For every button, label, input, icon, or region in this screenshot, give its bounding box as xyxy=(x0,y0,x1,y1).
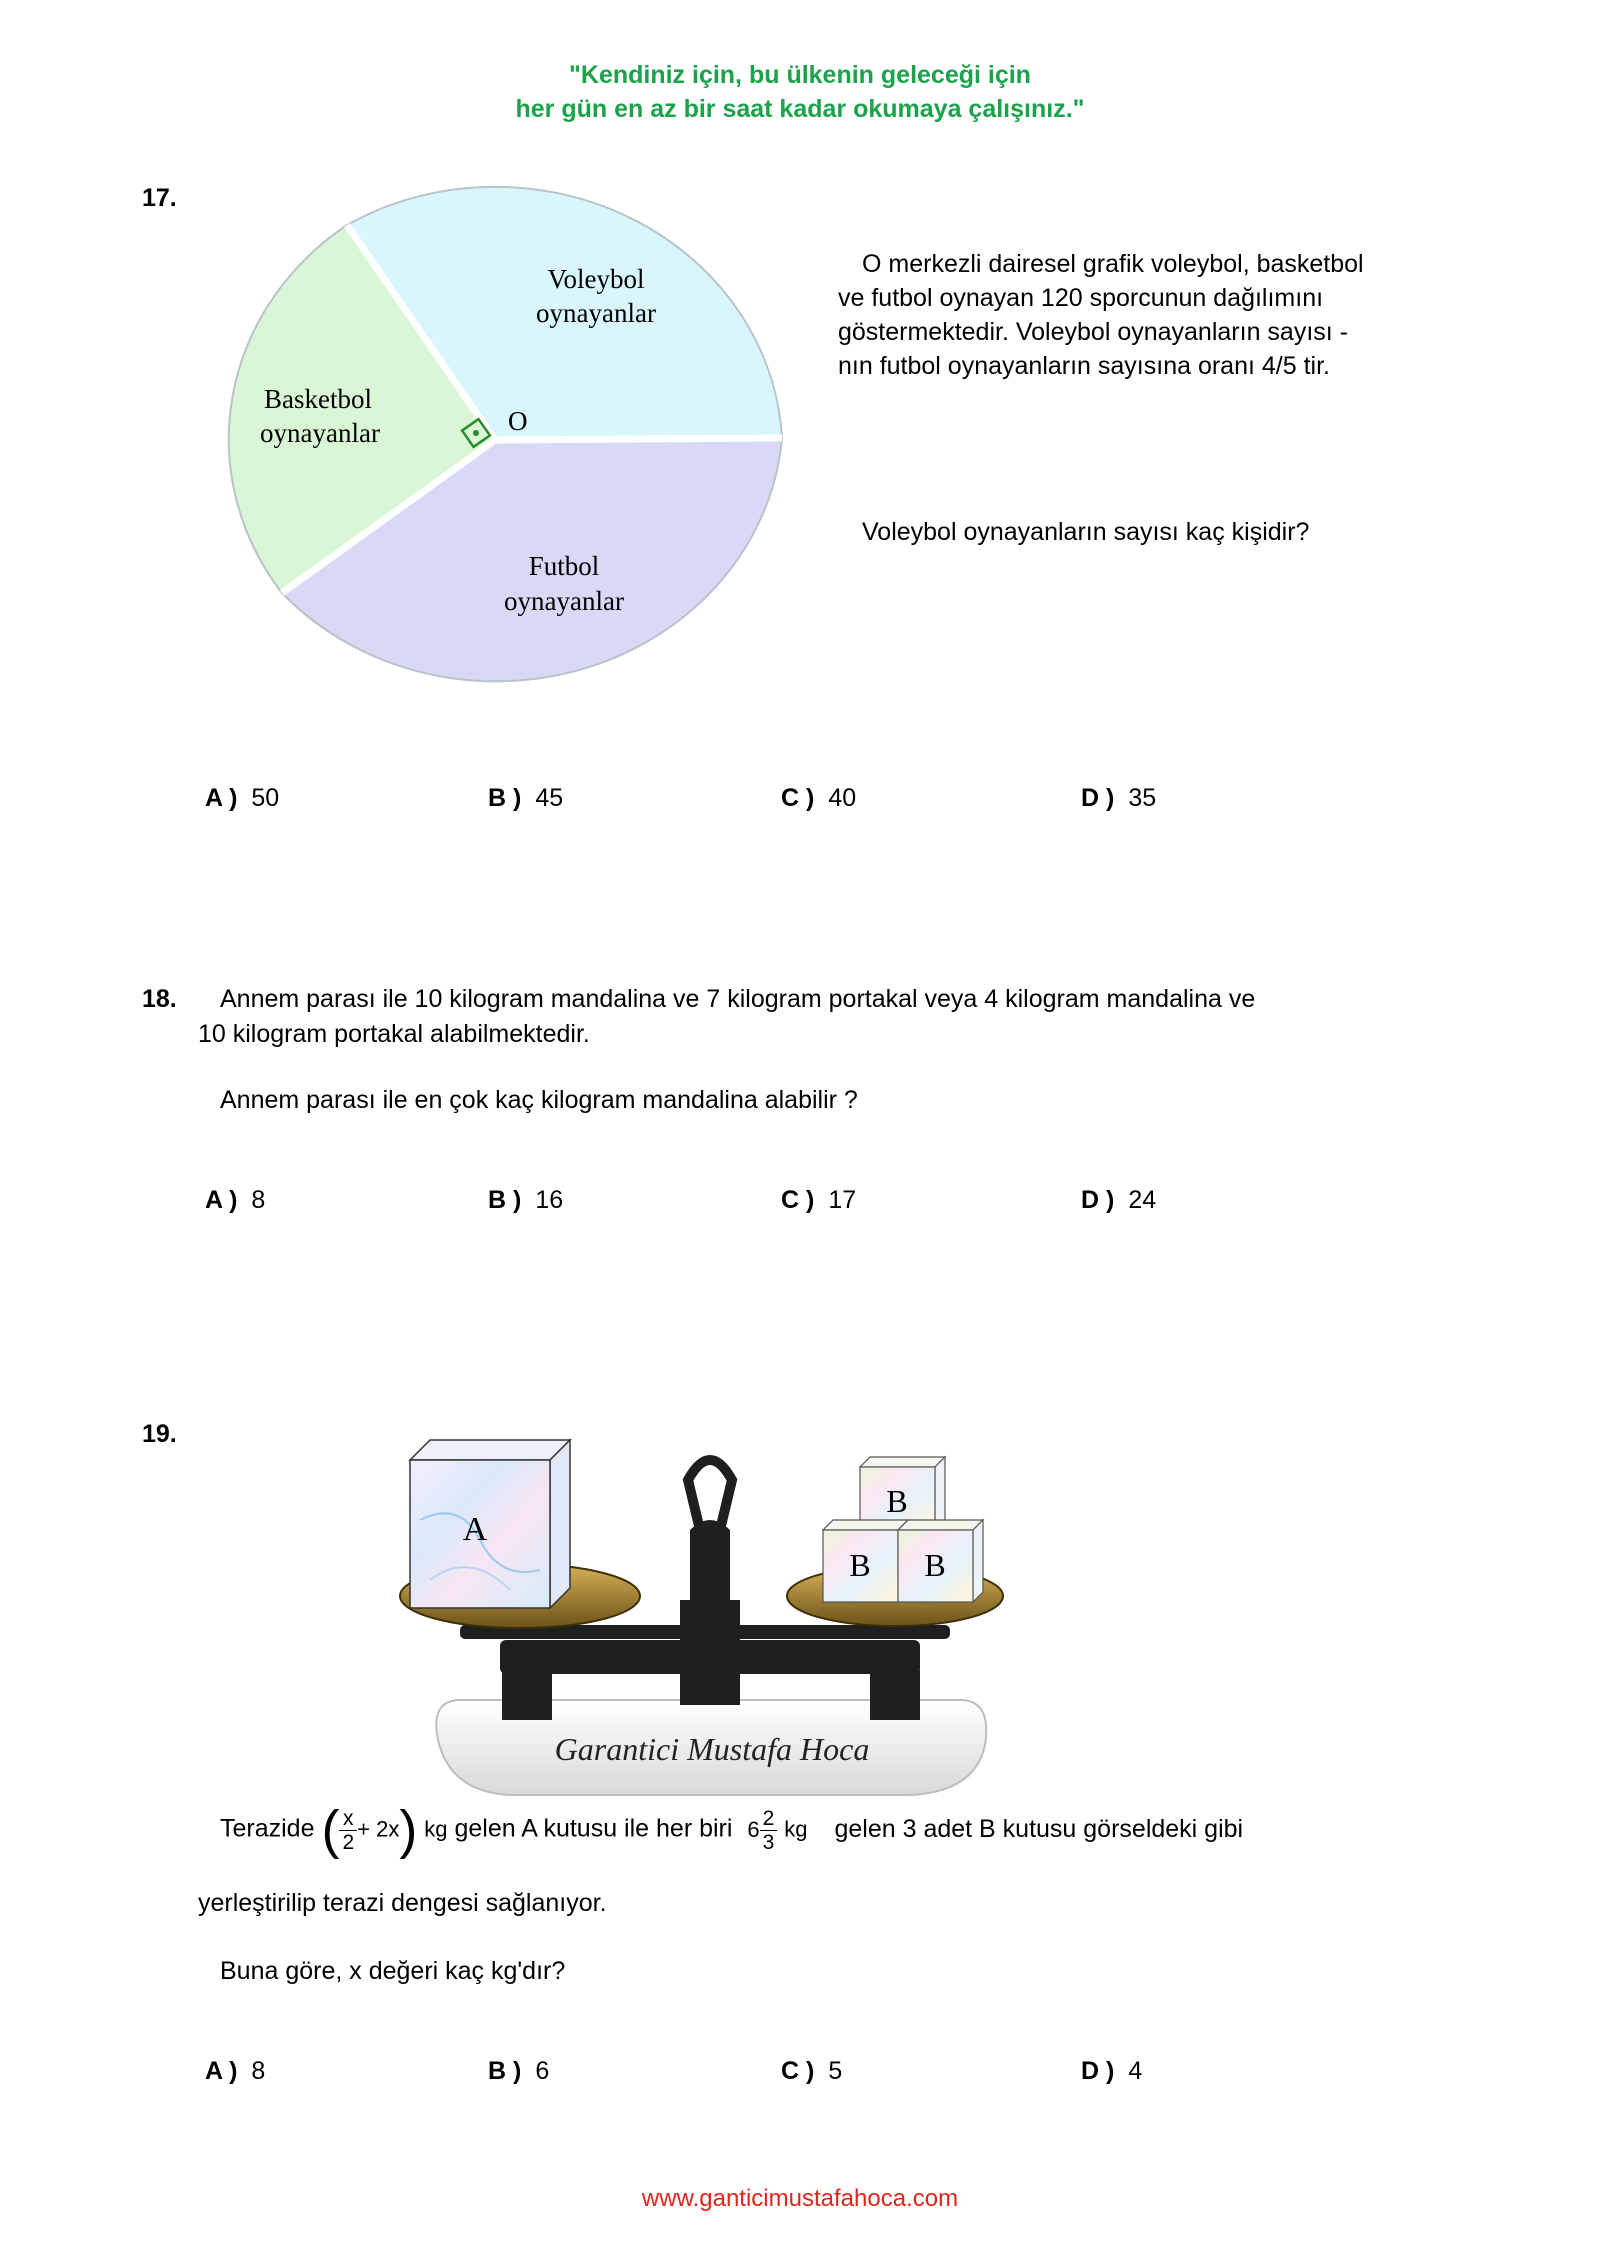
option-value: 16 xyxy=(535,1186,564,1214)
pie-label-futbol-2: oynayanlar xyxy=(504,586,624,616)
option-letter: A ) xyxy=(205,1186,238,1214)
mixed-fraction xyxy=(760,1807,778,1854)
option-value: 35 xyxy=(1128,784,1157,812)
question-19-text-line-2: yerleştirilip terazi dengesi sağlanıyor. xyxy=(198,1889,607,1917)
option-value: 8 xyxy=(251,1186,266,1214)
box-b-label: B xyxy=(849,1547,871,1583)
fraction-denominator: 2 xyxy=(342,1830,355,1854)
option-value: 45 xyxy=(535,784,564,812)
option-value: 40 xyxy=(828,784,857,812)
question-17-number: 17. xyxy=(142,184,177,212)
box-a-label: A xyxy=(462,1511,488,1548)
option-letter: D ) xyxy=(1081,784,1115,812)
option-value: 50 xyxy=(251,784,280,812)
box-b-right xyxy=(898,1520,983,1602)
option-value: 4 xyxy=(1128,2057,1143,2085)
pie-separator xyxy=(495,438,782,440)
mixed-whole: 6 xyxy=(747,1816,760,1842)
fraction-denominator: 3 xyxy=(762,1830,775,1854)
option-17-a[interactable] xyxy=(205,784,279,813)
option-19-a[interactable] xyxy=(205,2057,265,2086)
pie-label-futbol-1: Futbol xyxy=(528,551,600,581)
q19-text-part1: Terazide xyxy=(220,1814,315,1843)
header-quote xyxy=(0,58,1600,126)
unit-kg: kg xyxy=(424,1816,448,1842)
plus-term: + 2x xyxy=(357,1816,400,1842)
pie-chart xyxy=(200,170,820,720)
pie-center-label: O xyxy=(508,406,528,436)
option-letter: D ) xyxy=(1081,2057,1115,2085)
box-b-label: B xyxy=(886,1483,908,1519)
pie-label-basketbol-1: Basketbol xyxy=(264,384,372,414)
fraction-numerator: x xyxy=(339,1807,357,1831)
unit-kg: kg xyxy=(784,1816,808,1842)
balance-scale-image xyxy=(390,1400,1050,1800)
box-b-label: B xyxy=(924,1547,946,1583)
option-17-d[interactable] xyxy=(1081,784,1156,813)
option-18-d[interactable] xyxy=(1081,1186,1156,1215)
box-b-left xyxy=(823,1520,908,1602)
box-b-top xyxy=(860,1457,945,1530)
option-value: 24 xyxy=(1128,1186,1157,1214)
question-17-text-line: ve futbol oynayan 120 sporcunun dağılımını xyxy=(838,284,1324,312)
question-18-text-line-2: 10 kilogram portakal alabilmektedir. xyxy=(198,1020,590,1048)
option-18-a[interactable] xyxy=(205,1186,265,1215)
option-19-b[interactable] xyxy=(488,2057,549,2086)
option-19-c[interactable] xyxy=(781,2057,842,2086)
option-18-b[interactable] xyxy=(488,1186,563,1215)
option-letter: B ) xyxy=(488,2057,522,2085)
option-value: 5 xyxy=(828,2057,843,2085)
question-19-text-line-1 xyxy=(220,1800,1560,1860)
header-quote-line-2: her gün en az bir saat kadar okumaya çalışınız." xyxy=(515,95,1085,123)
option-letter: D ) xyxy=(1081,1186,1115,1214)
header-quote-line-1: "Kendiniz için, bu ülkenin geleceği için xyxy=(569,61,1031,89)
option-letter: B ) xyxy=(488,784,522,812)
question-19-prompt: Buna göre, x değeri kaç kg'dır? xyxy=(220,1957,566,1985)
option-value: 8 xyxy=(251,2057,266,2085)
option-17-c[interactable] xyxy=(781,784,856,813)
scale-watermark: Garantici Mustafa Hoca xyxy=(554,1731,870,1767)
question-18-text-line-1: Annem parası ile 10 kilogram mandalina ve 7 kilogram portakal veya 4 kilogram mandalina ve xyxy=(220,985,1256,1013)
question-18-number: 18. xyxy=(142,985,177,1013)
option-17-b[interactable] xyxy=(488,784,563,813)
fraction-numerator: 2 xyxy=(760,1807,778,1831)
right-paren: ) xyxy=(399,1800,418,1860)
q19-text-part3: gelen 3 adet B kutusu görseldeki gibi xyxy=(834,1814,1244,1843)
fraction-x-over-2 xyxy=(339,1807,357,1854)
question-19-number: 19. xyxy=(142,1420,177,1448)
option-18-c[interactable] xyxy=(781,1186,856,1215)
option-19-d[interactable] xyxy=(1081,2057,1142,2086)
question-17-text-line: O merkezli dairesel grafik voleybol, basketbol xyxy=(862,250,1364,278)
question-17-text-line: nın futbol oynayanların sayısına oranı 4/5 tir. xyxy=(838,352,1330,380)
option-letter: C ) xyxy=(781,2057,815,2085)
q19-text-part2: gelen A kutusu ile her biri xyxy=(454,1814,733,1843)
option-value: 6 xyxy=(535,2057,550,2085)
left-paren: ( xyxy=(321,1800,340,1860)
option-letter: C ) xyxy=(781,1186,815,1214)
option-letter: C ) xyxy=(781,784,815,812)
question-17-text xyxy=(838,247,1558,383)
question-17-prompt: Voleybol oynayanların sayısı kaç kişidir? xyxy=(862,518,1310,546)
pie-label-voleybol-2: oynayanlar xyxy=(536,298,656,328)
question-17-text-line: göstermektedir. Voleybol oynayanların sayısı - xyxy=(838,318,1348,346)
option-letter: B ) xyxy=(488,1186,522,1214)
option-letter: A ) xyxy=(205,2057,238,2085)
pie-label-voleybol-1: Voleybol xyxy=(547,264,645,294)
question-18-prompt: Annem parası ile en çok kaç kilogram mandalina alabilir ? xyxy=(220,1086,858,1114)
option-letter: A ) xyxy=(205,784,238,812)
option-value: 17 xyxy=(828,1186,857,1214)
box-a xyxy=(410,1440,570,1608)
footer-url[interactable]: www.ganticimustafahoca.com xyxy=(641,2185,959,2212)
pie-label-basketbol-2: oynayanlar xyxy=(260,418,380,448)
